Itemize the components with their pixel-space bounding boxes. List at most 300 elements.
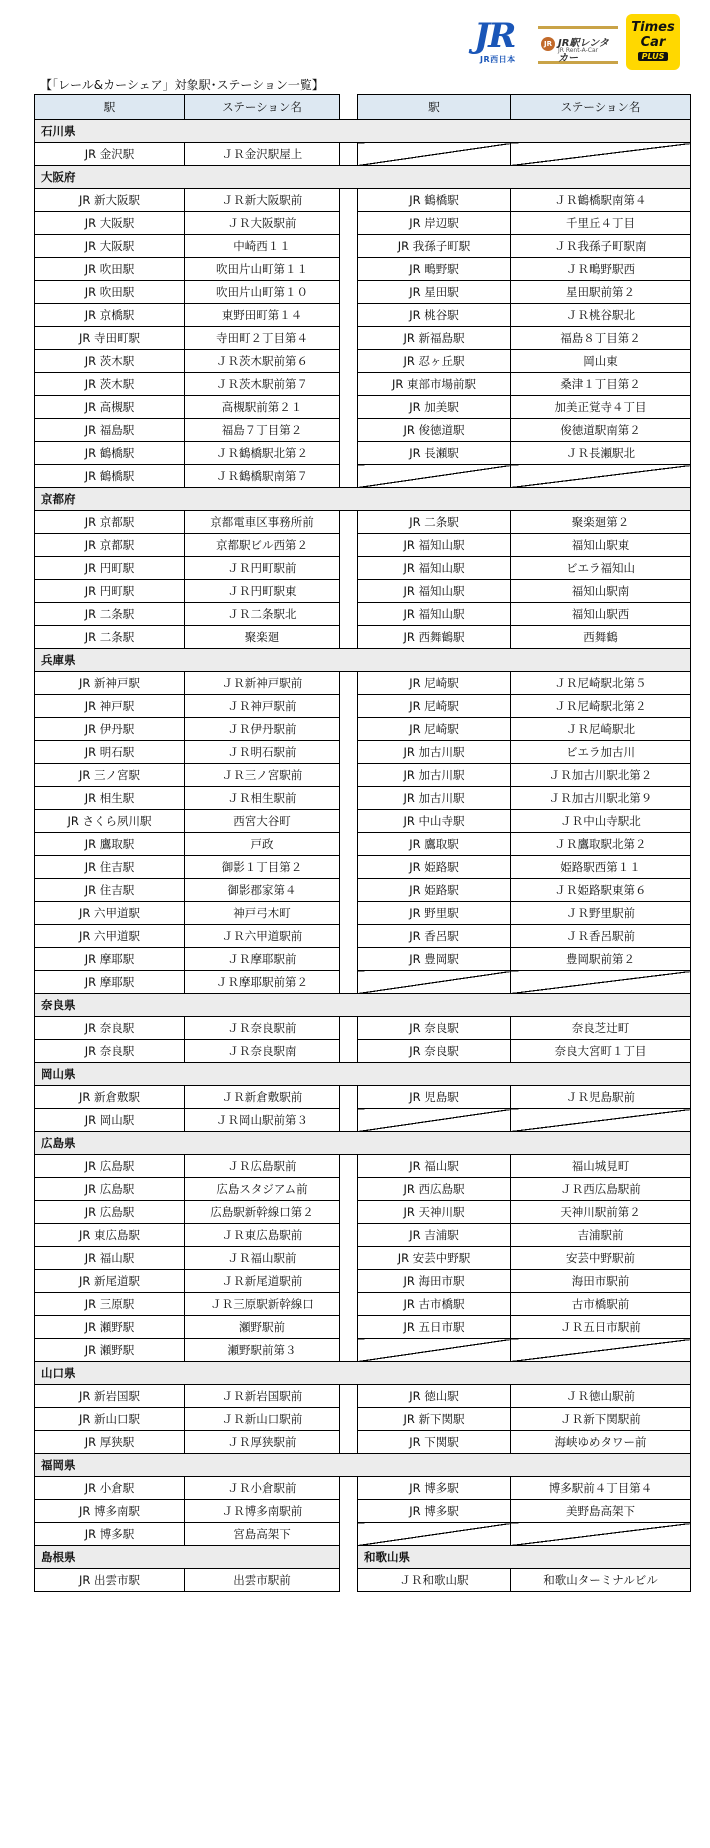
header-station-right: 駅: [358, 95, 511, 120]
table-row: [35, 281, 691, 304]
table-row: [35, 1201, 691, 1224]
cell-spot-right: ＪＲ長瀬駅北: [511, 442, 691, 465]
column-gap: [340, 1569, 358, 1592]
empty-cell: [511, 465, 691, 488]
cell-spot-right: 海峡ゆめタワー前: [511, 1431, 691, 1454]
cell-spot-left: ＪＲ広島駅前: [185, 1155, 340, 1178]
cell-spot-right: ＪＲ加古川駅北第９: [511, 787, 691, 810]
cell-station-left: JR 六甲道駅: [35, 902, 185, 925]
cell-spot-left: ＪＲ博多南駅前: [185, 1500, 340, 1523]
cell-spot-left: 東野田町第１４: [185, 304, 340, 327]
column-gap: [340, 534, 358, 557]
empty-cell: [511, 143, 691, 166]
prefecture-name: 岡山県: [35, 1063, 691, 1086]
prefecture-name: 和歌山県: [358, 1546, 691, 1569]
table-header-row: [35, 95, 691, 120]
column-gap: [340, 143, 358, 166]
cell-spot-left: ＪＲ大阪駅前: [185, 212, 340, 235]
cell-station-left: JR 茨木駅: [35, 373, 185, 396]
cell-spot-right: 美野島高架下: [511, 1500, 691, 1523]
cell-station-right: JR 岸辺駅: [358, 212, 511, 235]
cell-spot-right: 岡山東: [511, 350, 691, 373]
table-row: [35, 1431, 691, 1454]
column-gap: [340, 764, 358, 787]
cell-station-right: JR 西舞鶴駅: [358, 626, 511, 649]
prefecture-name: 兵庫県: [35, 649, 691, 672]
cell-station-left: JR 岡山駅: [35, 1109, 185, 1132]
cell-spot-right: ＪＲ鴫野駅西: [511, 258, 691, 281]
column-gap: [340, 718, 358, 741]
cell-station-left: JR 三ノ宮駅: [35, 764, 185, 787]
cell-spot-right: 福知山駅南: [511, 580, 691, 603]
prefecture-name: 島根県: [35, 1546, 340, 1569]
table-row: [35, 557, 691, 580]
cell-station-left: JR 博多駅: [35, 1523, 185, 1546]
cell-station-right: JR 尼崎駅: [358, 672, 511, 695]
column-gap: [340, 189, 358, 212]
table-row: [35, 373, 691, 396]
column-gap: [340, 1017, 358, 1040]
cell-spot-left: ＪＲ奈良駅南: [185, 1040, 340, 1063]
cell-spot-right: 安芸中野駅前: [511, 1247, 691, 1270]
cell-spot-left: 出雲市駅前: [185, 1569, 340, 1592]
cell-spot-left: ＪＲ新山口駅前: [185, 1408, 340, 1431]
cell-station-right: JR 徳山駅: [358, 1385, 511, 1408]
table-row: [35, 442, 691, 465]
rent-a-car-sub: JR Rent-A-Car: [558, 47, 599, 54]
cell-spot-left: ＪＲ相生駅前: [185, 787, 340, 810]
cell-spot-left: ＪＲ金沢駅屋上: [185, 143, 340, 166]
cell-station-right: JR 俊徳道駅: [358, 419, 511, 442]
cell-station-right: JR 新福島駅: [358, 327, 511, 350]
cell-spot-right: ビエラ福知山: [511, 557, 691, 580]
column-gap: [340, 833, 358, 856]
empty-cell: [358, 465, 511, 488]
table-row: [35, 1178, 691, 1201]
column-gap: [340, 511, 358, 534]
column-gap: [340, 1523, 358, 1546]
cell-station-right: JR 豊岡駅: [358, 948, 511, 971]
column-gap: [340, 971, 358, 994]
cell-station-left: JR 新倉敷駅: [35, 1086, 185, 1109]
cell-spot-right: ＪＲ野里駅前: [511, 902, 691, 925]
cell-spot-left: 寺田町２丁目第４: [185, 327, 340, 350]
cell-station-right: JR 尼崎駅: [358, 695, 511, 718]
cell-spot-right: ＪＲ鶴橋駅南第４: [511, 189, 691, 212]
cell-spot-left: 福島７丁目第２: [185, 419, 340, 442]
cell-spot-right: 聚楽廻第２: [511, 511, 691, 534]
cell-spot-left: ＪＲ厚狭駅前: [185, 1431, 340, 1454]
cell-station-left: JR 福島駅: [35, 419, 185, 442]
cell-station-right: JR 新下関駅: [358, 1408, 511, 1431]
empty-cell: [511, 1109, 691, 1132]
cell-spot-left: 京都駅ビル西第２: [185, 534, 340, 557]
column-gap: [340, 1201, 358, 1224]
column-gap: [340, 580, 358, 603]
cell-station-left: JR 鷹取駅: [35, 833, 185, 856]
cell-spot-left: 宮島高架下: [185, 1523, 340, 1546]
cell-spot-left: 吹田片山町第１０: [185, 281, 340, 304]
table-row: [35, 810, 691, 833]
cell-station-left: JR 金沢駅: [35, 143, 185, 166]
prefecture-name: 京都府: [35, 488, 691, 511]
table-row: [35, 1247, 691, 1270]
cell-station-right: JR 五日市駅: [358, 1316, 511, 1339]
cell-station-right: JR 鴫野駅: [358, 258, 511, 281]
table-row: [35, 741, 691, 764]
jr-west-logo: [470, 18, 532, 66]
column-gap: [340, 902, 358, 925]
cell-station-left: JR 相生駅: [35, 787, 185, 810]
logo-group: [470, 12, 690, 72]
cell-station-right: JR 天神川駅: [358, 1201, 511, 1224]
cell-station-left: JR 広島駅: [35, 1155, 185, 1178]
prefecture-row: [35, 1132, 691, 1155]
cell-spot-left: 京都電車区事務所前: [185, 511, 340, 534]
cell-spot-left: ＪＲ鶴橋駅南第７: [185, 465, 340, 488]
cell-station-left: JR 小倉駅: [35, 1477, 185, 1500]
cell-spot-left: 戸政: [185, 833, 340, 856]
column-gap: [340, 787, 358, 810]
column-gap: [340, 396, 358, 419]
cell-spot-left: ＪＲ六甲道駅前: [185, 925, 340, 948]
cell-spot-right: ＪＲ尼崎駅北第２: [511, 695, 691, 718]
table-row: [35, 235, 691, 258]
cell-spot-left: ＪＲ神戸駅前: [185, 695, 340, 718]
cell-spot-left: ＪＲ茨木駅前第６: [185, 350, 340, 373]
cell-spot-left: ＪＲ奈良駅前: [185, 1017, 340, 1040]
cell-station-right: JR 福知山駅: [358, 580, 511, 603]
cell-spot-right: 福知山駅東: [511, 534, 691, 557]
table-row: [35, 1408, 691, 1431]
times-logo-line1: Times: [631, 20, 675, 35]
cell-station-right: JR 二条駅: [358, 511, 511, 534]
cell-spot-right: ＪＲ姫路駅東第６: [511, 879, 691, 902]
document-title: 【「レール&カーシェア」対象駅･ステーション一覧】: [40, 78, 324, 92]
cell-station-left: JR 新大阪駅: [35, 189, 185, 212]
column-gap: [340, 1408, 358, 1431]
table-row: [35, 304, 691, 327]
cell-spot-right: 天神川駅前第２: [511, 1201, 691, 1224]
table-row: [35, 695, 691, 718]
column-gap: [340, 557, 358, 580]
cell-station-left: JR 東広島駅: [35, 1224, 185, 1247]
cell-spot-right: 桑津１丁目第２: [511, 373, 691, 396]
cell-station-right: JR 鷹取駅: [358, 833, 511, 856]
cell-spot-left: ＪＲ岡山駅前第３: [185, 1109, 340, 1132]
cell-spot-left: ＪＲ東広島駅前: [185, 1224, 340, 1247]
table-row: [35, 327, 691, 350]
table-row: [35, 879, 691, 902]
cell-spot-right: ＪＲ尼崎駅北第５: [511, 672, 691, 695]
cell-station-right: JR 奈良駅: [358, 1017, 511, 1040]
empty-cell: [358, 1523, 511, 1546]
empty-cell: [358, 143, 511, 166]
cell-spot-left: ＪＲ新尾道駅前: [185, 1270, 340, 1293]
cell-station-right: JR 我孫子町駅: [358, 235, 511, 258]
table-row: [35, 626, 691, 649]
cell-station-right: JR 野里駅: [358, 902, 511, 925]
cell-station-left: JR 瀬野駅: [35, 1316, 185, 1339]
cell-spot-left: ＪＲ摩耶駅前第２: [185, 971, 340, 994]
cell-spot-left: ＪＲ二条駅北: [185, 603, 340, 626]
prefecture-row: [35, 488, 691, 511]
empty-cell: [358, 971, 511, 994]
prefecture-name: 山口県: [35, 1362, 691, 1385]
cell-station-left: JR 寺田町駅: [35, 327, 185, 350]
rent-a-car-text: JR駅レンタカー: [558, 38, 609, 64]
empty-cell: [358, 1339, 511, 1362]
cell-spot-right: 奈良芝辻町: [511, 1017, 691, 1040]
cell-spot-left: ＪＲ新大阪駅前: [185, 189, 340, 212]
cell-station-right: JR 安芸中野駅: [358, 1247, 511, 1270]
cell-spot-right: ビエラ加古川: [511, 741, 691, 764]
prefecture-name: 福岡県: [35, 1454, 691, 1477]
cell-station-left: JR 瀬野駅: [35, 1339, 185, 1362]
cell-station-left: JR 円町駅: [35, 557, 185, 580]
cell-spot-left: 広島駅新幹線口第２: [185, 1201, 340, 1224]
cell-spot-left: 広島スタジアム前: [185, 1178, 340, 1201]
table-row: [35, 718, 691, 741]
cell-spot-left: ＪＲ円町駅前: [185, 557, 340, 580]
cell-station-left: JR 新岩国駅: [35, 1385, 185, 1408]
table-row: [35, 1293, 691, 1316]
table-row: [35, 902, 691, 925]
cell-spot-left: 西宮大谷町: [185, 810, 340, 833]
cell-spot-right: 海田市駅前: [511, 1270, 691, 1293]
table-row: [35, 1385, 691, 1408]
table-body: [35, 120, 691, 1592]
table-row: [35, 143, 691, 166]
cell-station-right: JR 東部市場前駅: [358, 373, 511, 396]
column-gap: [340, 1086, 358, 1109]
cell-spot-left: ＪＲ明石駅前: [185, 741, 340, 764]
table-row: [35, 971, 691, 994]
column-gap: [340, 419, 358, 442]
cell-spot-left: 御影郡家第４: [185, 879, 340, 902]
cell-station-left: JR 摩耶駅: [35, 971, 185, 994]
column-gap: [340, 281, 358, 304]
cell-station-left: JR 広島駅: [35, 1201, 185, 1224]
column-gap: [340, 1040, 358, 1063]
table-row: [35, 258, 691, 281]
table-row: [35, 350, 691, 373]
cell-station-left: JR 博多南駅: [35, 1500, 185, 1523]
cell-station-left: JR 伊丹駅: [35, 718, 185, 741]
table-row: [35, 764, 691, 787]
cell-station-left: JR 吹田駅: [35, 258, 185, 281]
column-gap: [340, 1109, 358, 1132]
cell-station-left: JR 大阪駅: [35, 212, 185, 235]
table-row: [35, 189, 691, 212]
cell-spot-left: 高槻駅前第２１: [185, 396, 340, 419]
prefecture-row: [35, 649, 691, 672]
cell-station-right: JR 香呂駅: [358, 925, 511, 948]
cell-station-left: JR 神戸駅: [35, 695, 185, 718]
cell-spot-right: 博多駅前４丁目第４: [511, 1477, 691, 1500]
cell-spot-right: 古市橋駅前: [511, 1293, 691, 1316]
cell-station-right: JR 加古川駅: [358, 787, 511, 810]
cell-station-right: JR 下関駅: [358, 1431, 511, 1454]
cell-station-right: JR 加古川駅: [358, 741, 511, 764]
jr-logo-sub: JR西日本: [480, 55, 516, 64]
cell-station-left: JR 円町駅: [35, 580, 185, 603]
table-row: [35, 856, 691, 879]
cell-station-left: JR 新山口駅: [35, 1408, 185, 1431]
table-row: [35, 1339, 691, 1362]
cell-station-left: JR 住吉駅: [35, 856, 185, 879]
prefecture-row: [35, 1063, 691, 1086]
cell-station-left: JR 京都駅: [35, 534, 185, 557]
cell-spot-left: ＪＲ福山駅前: [185, 1247, 340, 1270]
cell-station-right: ＪＲ和歌山駅: [358, 1569, 511, 1592]
column-gap: [340, 1155, 358, 1178]
table-row: [35, 948, 691, 971]
cell-station-right: JR 西広島駅: [358, 1178, 511, 1201]
cell-spot-right: ＪＲ尼崎駅北: [511, 718, 691, 741]
column-gap: [340, 856, 358, 879]
column-gap: [340, 1247, 358, 1270]
jr-logo-mark: JR: [474, 16, 515, 56]
cell-station-right: JR 福知山駅: [358, 534, 511, 557]
table-row: [35, 925, 691, 948]
cell-spot-right: ＪＲ西広島駅前: [511, 1178, 691, 1201]
cell-station-right: JR 奈良駅: [358, 1040, 511, 1063]
cell-spot-right: 吉浦駅前: [511, 1224, 691, 1247]
cell-station-right: JR 長瀬駅: [358, 442, 511, 465]
cell-spot-right: 西舞鶴: [511, 626, 691, 649]
table-row: [35, 534, 691, 557]
table-row: [35, 419, 691, 442]
cell-station-right: JR 福知山駅: [358, 557, 511, 580]
table-row: [35, 1224, 691, 1247]
column-gap: [340, 741, 358, 764]
cell-station-left: JR 広島駅: [35, 1178, 185, 1201]
table-row: [35, 1017, 691, 1040]
empty-cell: [511, 971, 691, 994]
cell-spot-left: ＪＲ新岩国駅前: [185, 1385, 340, 1408]
column-gap: [340, 373, 358, 396]
cell-station-right: JR 古市橋駅: [358, 1293, 511, 1316]
header-spot-right: ステーション名: [511, 95, 691, 120]
cell-spot-right: 奈良大宮町１丁目: [511, 1040, 691, 1063]
table-row: [35, 1040, 691, 1063]
column-gap: [340, 442, 358, 465]
column-gap: [340, 1385, 358, 1408]
cell-station-left: JR 奈良駅: [35, 1017, 185, 1040]
cell-station-left: JR 京橋駅: [35, 304, 185, 327]
rent-a-car-circle-icon: JR: [541, 37, 555, 51]
cell-station-left: JR 新尾道駅: [35, 1270, 185, 1293]
cell-station-left: JR 厚狭駅: [35, 1431, 185, 1454]
column-gap: [340, 1546, 358, 1569]
station-table: [34, 94, 691, 1592]
prefecture-row: [35, 1362, 691, 1385]
table-row: [35, 603, 691, 626]
column-gap: [340, 327, 358, 350]
jr-rent-a-car-logo: [538, 26, 618, 64]
table-row: [35, 511, 691, 534]
cell-station-right: JR 忍ヶ丘駅: [358, 350, 511, 373]
prefecture-name: 広島県: [35, 1132, 691, 1155]
cell-station-right: JR 福山駅: [358, 1155, 511, 1178]
prefecture-row: [35, 1454, 691, 1477]
cell-spot-left: ＪＲ摩耶駅前: [185, 948, 340, 971]
table-row: [35, 1477, 691, 1500]
prefecture-row: [35, 994, 691, 1017]
cell-station-right: JR 姫路駅: [358, 856, 511, 879]
cell-station-right: JR 福知山駅: [358, 603, 511, 626]
cell-spot-right: 千里丘４丁目: [511, 212, 691, 235]
header-station-left: 駅: [35, 95, 185, 120]
cell-station-left: JR 高槻駅: [35, 396, 185, 419]
cell-spot-right: 加美正覚寺４丁目: [511, 396, 691, 419]
empty-cell: [358, 1109, 511, 1132]
table-row: [35, 1523, 691, 1546]
cell-spot-right: ＪＲ鷹取駅北第２: [511, 833, 691, 856]
cell-spot-right: 福知山駅西: [511, 603, 691, 626]
cell-spot-right: 和歌山ターミナルビル: [511, 1569, 691, 1592]
column-gap: [340, 879, 358, 902]
cell-spot-right: ＪＲ桃谷駅北: [511, 304, 691, 327]
cell-spot-right: 星田駅前第２: [511, 281, 691, 304]
column-gap: [340, 258, 358, 281]
times-logo-line3: PLUS: [638, 52, 668, 61]
prefecture-name: 大阪府: [35, 166, 691, 189]
cell-spot-left: 吹田片山町第１１: [185, 258, 340, 281]
cell-spot-left: ＪＲ伊丹駅前: [185, 718, 340, 741]
cell-spot-left: ＪＲ三原駅新幹線口: [185, 1293, 340, 1316]
prefecture-row: [35, 120, 691, 143]
cell-station-left: JR 二条駅: [35, 626, 185, 649]
cell-station-right: JR 海田市駅: [358, 1270, 511, 1293]
cell-spot-right: ＪＲ新下関駅前: [511, 1408, 691, 1431]
cell-station-right: JR 桃谷駅: [358, 304, 511, 327]
times-car-plus-logo: [626, 14, 680, 70]
cell-station-left: JR 鶴橋駅: [35, 442, 185, 465]
cell-spot-right: 俊徳道駅南第２: [511, 419, 691, 442]
cell-station-left: JR 大阪駅: [35, 235, 185, 258]
column-gap: [340, 1500, 358, 1523]
cell-spot-left: ＪＲ円町駅東: [185, 580, 340, 603]
table-row: [35, 212, 691, 235]
column-gap: [340, 1339, 358, 1362]
cell-spot-right: ＪＲ香呂駅前: [511, 925, 691, 948]
cell-spot-right: 福山城見町: [511, 1155, 691, 1178]
header-spot-left: ステーション名: [185, 95, 340, 120]
column-gap: [340, 304, 358, 327]
column-gap: [340, 1431, 358, 1454]
cell-spot-left: ＪＲ三ノ宮駅前: [185, 764, 340, 787]
empty-cell: [511, 1523, 691, 1546]
cell-spot-right: ＪＲ五日市駅前: [511, 1316, 691, 1339]
cell-station-right: JR 姫路駅: [358, 879, 511, 902]
cell-station-right: JR 加古川駅: [358, 764, 511, 787]
table-row: [35, 833, 691, 856]
cell-station-left: JR 住吉駅: [35, 879, 185, 902]
table-row: [35, 1569, 691, 1592]
table-row: [35, 580, 691, 603]
cell-station-left: JR 摩耶駅: [35, 948, 185, 971]
cell-station-left: JR 鶴橋駅: [35, 465, 185, 488]
header-gap: [340, 95, 358, 120]
cell-station-left: JR 福山駅: [35, 1247, 185, 1270]
table-row: [35, 787, 691, 810]
cell-station-left: JR 明石駅: [35, 741, 185, 764]
table-row: [35, 1500, 691, 1523]
cell-spot-left: 聚楽廻: [185, 626, 340, 649]
cell-station-right: JR 鶴橋駅: [358, 189, 511, 212]
